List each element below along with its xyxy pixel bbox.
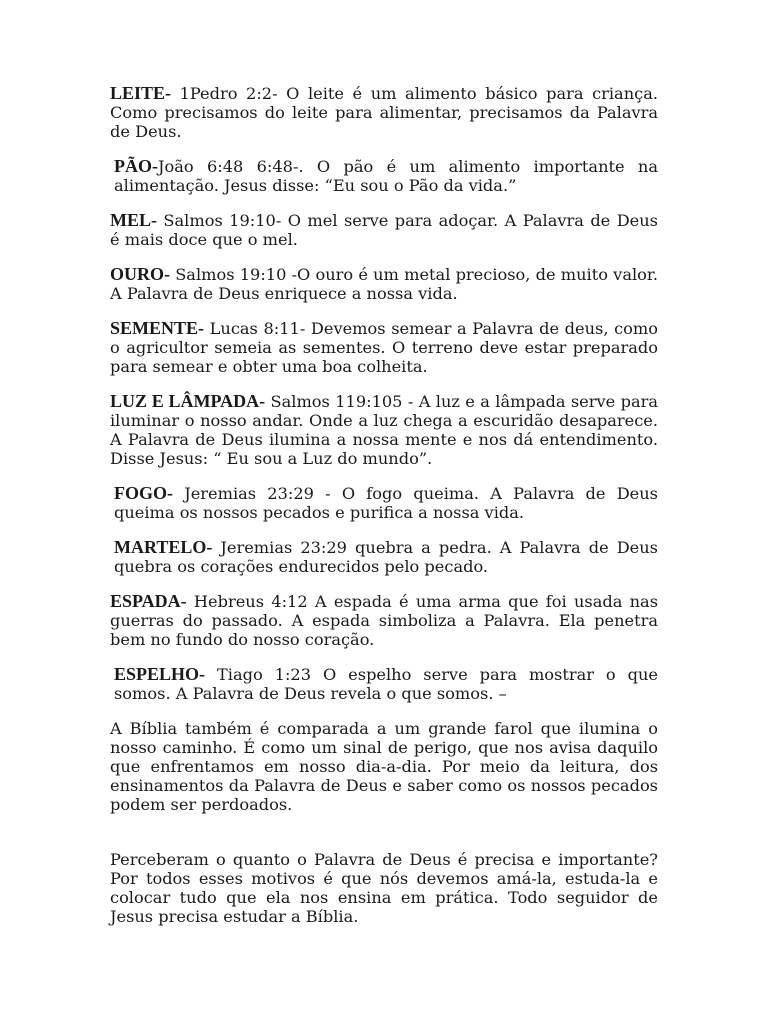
paragraph-ouro <box>110 265 658 303</box>
paragraph-martelo <box>110 538 658 576</box>
term-martelo: MARTELO- <box>114 537 213 557</box>
paragraph-luz-e-lampada <box>110 392 658 468</box>
term-espelho: ESPELHO- <box>114 664 206 684</box>
document-page <box>110 84 658 942</box>
text-martelo: Jeremias 23:29 quebra a pedra. A Palavra de Deus quebra os corações endurecidos pelo pecado. <box>114 538 658 576</box>
paragraph-pao <box>110 157 658 195</box>
paragraph-espelho <box>110 665 658 703</box>
paragraph-semente <box>110 319 658 376</box>
term-pao: PÃO- <box>114 156 158 176</box>
term-semente: SEMENTE- <box>110 318 205 338</box>
paragraph-conclusion: Perceberam o quanto o Palavra de Deus é precisa e importante? Por todos esses motivos é que nós devemos amá-la, estuda-la e colocar tudo que ela nos ensina em prática. Todo seguidor de Jesus precisa estudar a Bíblia. <box>110 850 658 926</box>
paragraph-farol: A Bíblia também é comparada a um grande farol que ilumina o nosso caminho. É como um sinal de perigo, que nos avisa daquilo que enfrentamos em nosso dia-a-dia. Por meio da leitura, dos ensinamentos da Palavra de Deus e saber como os nossos pecados podem ser perdoados. <box>110 719 658 814</box>
text-fogo: Jeremias 23:29 - O fogo queima. A Palavra de Deus queima os nossos pecados e purifica a nossa vida. <box>114 484 658 522</box>
text-espada: Hebreus 4:12 A espada é uma arma que foi usada nas guerras do passado. A espada simboliza a Palavra. Ela penetra bem no fundo do nosso coração. <box>110 592 658 649</box>
paragraph-mel <box>110 211 658 249</box>
term-fogo: FOGO- <box>114 483 173 503</box>
text-espelho: Tiago 1:23 O espelho serve para mostrar o que somos. A Palavra de Deus revela o que somos. – <box>114 665 658 703</box>
paragraph-leite <box>110 84 658 141</box>
paragraph-fogo <box>110 484 658 522</box>
term-leite: LEITE- <box>110 83 172 103</box>
text-mel: Salmos 19:10- O mel serve para adoçar. A Palavra de Deus é mais doce que o mel. <box>110 211 658 249</box>
paragraph-espada <box>110 592 658 649</box>
text-leite: 1Pedro 2:2- O leite é um alimento básico para criança. Como precisamos do leite para alimentar, precisamos da Palavra de Deus. <box>110 84 658 141</box>
text-pao: João 6:48 6:48-. O pão é um alimento importante na alimentação. Jesus disse: “Eu sou o Pão da vida.” <box>114 157 658 195</box>
text-semente: Lucas 8:11- Devemos semear a Palavra de deus, como o agricultor semeia as sementes. O terreno deve estar preparado para semear e obter uma boa colheita. <box>110 319 658 376</box>
term-luz-e-lampada: LUZ E LÂMPADA- <box>110 391 266 411</box>
term-ouro: OURO- <box>110 264 170 284</box>
term-mel: MEL- <box>110 210 157 230</box>
term-espada: ESPADA- <box>110 591 187 611</box>
text-luz-e-lampada: Salmos 119:105 - A luz e a lâmpada serve para iluminar o nosso andar. Onde a luz chega a escuridão desaparece. A Palavra de Deus ilumina a nossa mente e nos dá entendimento. Disse Jesus: “ Eu sou a Luz do mundo”. <box>110 392 658 468</box>
text-ouro: Salmos 19:10 -O ouro é um metal precioso, de muito valor. A Palavra de Deus enriquece a nossa vida. <box>110 265 658 303</box>
